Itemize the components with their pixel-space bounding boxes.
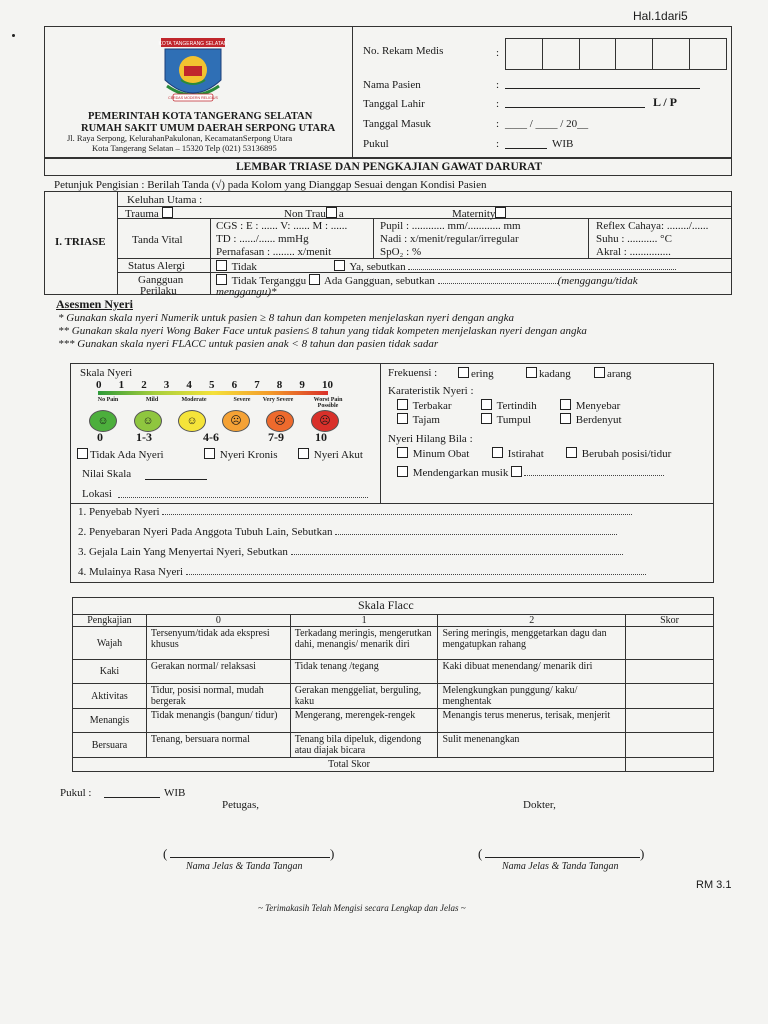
flacc-total-row: Total Skor — [73, 758, 714, 772]
q1-label: 1. Penyebab Nyeri — [78, 506, 160, 518]
reflex-field[interactable]: Reflex Cahaya: ......../...... — [596, 220, 709, 232]
lainnya-field[interactable] — [524, 475, 664, 476]
status-alergi-label: Status Alergi — [128, 260, 185, 272]
label-tanggal-masuk: Tanggal Masuk — [363, 118, 431, 130]
lokasi-field[interactable] — [118, 497, 368, 498]
total-skor-cell[interactable] — [626, 758, 714, 772]
face-group-4-6: 4-6 — [203, 430, 219, 444]
note-flacc: *** Gunakan skala nyeri FLACC untuk pasien anak < 8 tahun dan pasien tidak sadar — [58, 338, 439, 350]
q3-label: 3. Gejala Lain Yang Menyertai Nyeri, Sebutkan — [78, 546, 288, 558]
nadi-field[interactable]: Nadi : x/menit/regular/irregular — [380, 233, 519, 245]
flacc-header: Skor — [626, 615, 714, 627]
pain-number-2: 2 — [141, 379, 147, 391]
flacc-row: Kaki Gerakan normal/ relaksasi Tidak tenang /tegang Kaki dibuat menendang/ menarik diri — [73, 660, 714, 684]
istirahat-checkbox[interactable] — [492, 447, 503, 458]
flacc-header: 2 — [438, 615, 626, 627]
lainnya-checkbox[interactable] — [511, 466, 522, 477]
face-label: Severe — [233, 397, 251, 403]
pupil-field[interactable]: Pupil : ............ mm/............ mm — [380, 220, 521, 232]
asesmen-title: Asesmen Nyeri — [56, 297, 133, 311]
face-group-10: 10 — [315, 430, 327, 444]
org-name-1: PEMERINTAH KOTA TANGERANG SELATAN — [88, 111, 313, 122]
flacc-table — [72, 614, 714, 772]
maternity-checkbox[interactable] — [495, 207, 506, 218]
cgs-field[interactable]: CGS : E : ...... V: ...... M : ...... — [216, 220, 348, 232]
skor-cell[interactable] — [626, 684, 714, 709]
address-2: Kota Tangerang Selatan – 15320 Telp (021) 53136895 — [92, 143, 277, 153]
stray-dot — [12, 34, 15, 37]
alergi-ya-checkbox[interactable] — [334, 260, 345, 271]
nilai-skala-label: Nilai Skala — [82, 468, 132, 480]
face-group-1-3: 1-3 — [136, 430, 152, 444]
pain-number-row — [96, 379, 336, 391]
face-worst-icon[interactable]: ☹ — [311, 410, 339, 432]
org-name-2: RUMAH SAKIT UMUM DAERAH SERPONG UTARA — [81, 123, 336, 134]
footer-pukul-label: Pukul : — [60, 787, 92, 799]
berdenyut-checkbox[interactable] — [560, 413, 571, 424]
label-rekam-medis: No. Rekam Medis — [363, 45, 444, 57]
nyeri-kronis-checkbox[interactable] — [204, 448, 215, 459]
gangguan-field[interactable] — [438, 283, 558, 284]
logo-motto: CERDAS MODERN RELIGIUS — [168, 96, 218, 100]
face-label: Mild — [145, 397, 159, 403]
nilai-skala-field[interactable] — [145, 479, 207, 480]
tanggal-lahir-field[interactable] — [505, 107, 645, 108]
skor-cell[interactable] — [626, 733, 714, 758]
face-label: Moderate — [181, 397, 207, 403]
tumpul-checkbox[interactable] — [481, 413, 492, 424]
thanks-note: ~ Terimakasih Telah Mengisi secara Lengkap dan Jelas ~ — [258, 903, 466, 913]
q1-field[interactable] — [162, 514, 632, 515]
tanda-vital-label: Tanda Vital — [132, 234, 183, 246]
tidak-ada-nyeri-checkbox[interactable] — [77, 448, 88, 459]
face-mild-icon[interactable]: ☺ — [134, 410, 162, 432]
lokasi-label: Lokasi — [82, 488, 112, 500]
akral-field[interactable]: Akral : ............... — [596, 246, 671, 258]
q4-field[interactable] — [186, 574, 646, 575]
tidak-terganggu-checkbox[interactable] — [216, 274, 227, 285]
form-title: LEMBAR TRIASE DAN PENGKAJIAN GAWAT DARURAT — [236, 161, 543, 173]
note-wong-baker: ** Gunakan skala nyeri Wong Baker Face untuk pasien≤ 8 tahun yang tidak kompeten menjelaskan nyeri dengan angka — [58, 325, 587, 337]
pain-number-4: 4 — [186, 379, 192, 391]
footer-pukul-field[interactable] — [104, 797, 160, 798]
frekuensi-label: Frekuensi : — [388, 367, 438, 379]
dokter-signature-field[interactable] — [485, 857, 640, 858]
wib-label: WIB — [552, 138, 574, 150]
flacc-header: 1 — [290, 615, 438, 627]
note-numerik: * Gunakan skala nyeri Numerik untuk pasien ≥ 8 tahun dan kompeten menjelaskan nyeri dengan angka — [58, 312, 515, 324]
skor-cell[interactable] — [626, 660, 714, 684]
alergi-field[interactable] — [408, 269, 676, 270]
flacc-header: 0 — [146, 615, 290, 627]
pain-number-8: 8 — [276, 379, 283, 391]
kadang-checkbox[interactable] — [526, 367, 537, 378]
q3-field[interactable] — [291, 554, 623, 555]
spo2-field[interactable]: SpO₂ : % — [380, 246, 422, 258]
label-tanggal-lahir: Tanggal Lahir — [363, 98, 425, 110]
flacc-row: Menangis Tidak menangis (bangun/ tidur) Mengerang, merengek-rengek Menangis terus menerus, terisak, menjerit — [73, 709, 714, 733]
petugas-label: Petugas, — [222, 799, 259, 811]
gender-lp[interactable]: L / P — [653, 95, 678, 109]
terbakar-checkbox[interactable] — [397, 399, 408, 410]
jarang-checkbox[interactable] — [594, 367, 605, 378]
nama-pasien-field[interactable] — [505, 88, 700, 89]
face-label: Worst Pain Possible — [313, 397, 343, 409]
nyeri-akut-checkbox[interactable] — [298, 448, 309, 459]
non-trauma-checkbox[interactable] — [326, 207, 337, 218]
mendengarkan-musik-checkbox[interactable] — [397, 466, 408, 477]
tajam-checkbox[interactable] — [397, 413, 408, 424]
face-label: No Pain — [97, 397, 119, 403]
pain-number-3: 3 — [163, 379, 170, 391]
address-1: Jl. Raya Serpong, KelurahanPakulonan, KecamatanSerpong Utara — [67, 133, 293, 143]
rekam-medis-boxes[interactable] — [505, 38, 727, 70]
city-logo — [155, 36, 231, 108]
triase-label: I. TRIASE — [55, 236, 106, 248]
flacc-row: Aktivitas Tidur, posisi normal, mudah bergerak Gerakan menggeliat, berguling, kaku Melengkungkan punggung/ kaku/ menghentak — [73, 684, 714, 709]
alergi-tidak-checkbox[interactable] — [216, 260, 227, 271]
pain-number-1: 1 — [118, 379, 125, 391]
pain-color-bar — [98, 391, 328, 395]
perilaku-label: Perilaku — [140, 285, 177, 297]
page-number: Hal.1dari5 — [633, 9, 688, 23]
face-group-7-9: 7-9 — [268, 430, 284, 444]
face-very-severe-icon[interactable]: ☹ — [266, 410, 294, 432]
tertindih-checkbox[interactable] — [481, 399, 492, 410]
pain-number-7: 7 — [254, 379, 260, 391]
td-field[interactable]: TD : ....../...... mmHg — [216, 233, 309, 245]
gangguan-label: Gangguan — [138, 274, 184, 286]
non-trauma-label: Non Trau — [284, 208, 326, 220]
flacc-row: Wajah Tersenyum/tidak ada ekspresi khusus Terkadang meringis, mengerutkan dahi, menangis/ menarik diri Sering meringis, menggetarkan dagu dan mengatupkan rahang — [73, 627, 714, 660]
q2-label: 2. Penyebaran Nyeri Pada Anggota Tubuh Lain, Sebutkan — [78, 526, 333, 538]
face-label-row — [82, 397, 352, 409]
hilang-bila-label: Nyeri Hilang Bila : — [388, 433, 473, 445]
pain-number-9: 9 — [299, 379, 305, 391]
flacc-title: Skala Flacc — [358, 598, 414, 612]
trauma-label: Trauma — [125, 208, 159, 220]
petugas-signature-field[interactable] — [170, 857, 330, 858]
label-pukul: Pukul — [363, 138, 389, 150]
dokter-label: Dokter, — [523, 799, 556, 811]
flacc-row: Bersuara Tenang, bersuara normal Tenang bila dipeluk, digendong atau diajak bicara Sulit menenangkan — [73, 733, 714, 758]
face-no-pain-icon[interactable]: ☺ — [89, 410, 117, 432]
gangguan-note: menggangu)* — [216, 286, 277, 298]
minum-obat-checkbox[interactable] — [397, 447, 408, 458]
q2-field[interactable] — [335, 534, 617, 535]
maternity-label: Maternity — [452, 208, 496, 220]
skor-cell[interactable] — [626, 627, 714, 660]
q4-label: 4. Mulainya Rasa Nyeri — [78, 566, 184, 578]
pernafasan-field[interactable]: Pernafasan : ........ x/menit — [216, 246, 332, 258]
face-label: Very Severe — [262, 397, 294, 403]
logo-top-text: KOTA TANGERANG SELATAN — [158, 41, 228, 47]
footer-wib: WIB — [164, 787, 186, 799]
pain-number-6: 6 — [231, 379, 238, 391]
tanggal-masuk-field[interactable]: ____ / ____ / 20__ — [505, 118, 589, 130]
petugas-nama-jelas: Nama Jelas & Tanda Tangan — [186, 861, 303, 872]
dokter-nama-jelas: Nama Jelas & Tanda Tangan — [502, 861, 619, 872]
ada-gangguan-checkbox[interactable] — [309, 274, 320, 285]
berubah-posisi-checkbox[interactable] — [566, 447, 577, 458]
skala-nyeri-label: Skala Nyeri — [80, 367, 133, 379]
face-moderate-icon[interactable]: ☺ — [178, 410, 206, 432]
trauma-checkbox[interactable] — [162, 207, 173, 218]
karakteristik-label: Karateristik Nyeri : — [388, 385, 474, 397]
pain-number-0: 0 — [96, 379, 102, 391]
label-nama-pasien: Nama Pasien — [363, 79, 421, 91]
pain-number-5: 5 — [209, 379, 215, 391]
pukul-field[interactable] — [505, 148, 547, 149]
keluhan-utama: Keluhan Utama : — [127, 194, 203, 206]
flacc-header: Pengkajian — [73, 615, 147, 627]
menyebar-checkbox[interactable] — [560, 399, 571, 410]
instruction: Petunjuk Pengisian : Berilah Tanda (√) pada Kolom yang Dianggap Sesuai dengan Kondisi Pasien — [54, 179, 487, 191]
sering-checkbox[interactable] — [458, 367, 469, 378]
suhu-field[interactable]: Suhu : ........... °C — [596, 233, 672, 245]
face-severe-icon[interactable]: ☹ — [222, 410, 250, 432]
form-code: RM 3.1 — [696, 879, 732, 891]
skor-cell[interactable] — [626, 709, 714, 733]
pain-number-10: 10 — [322, 379, 333, 391]
face-group-0: 0 — [97, 430, 103, 444]
